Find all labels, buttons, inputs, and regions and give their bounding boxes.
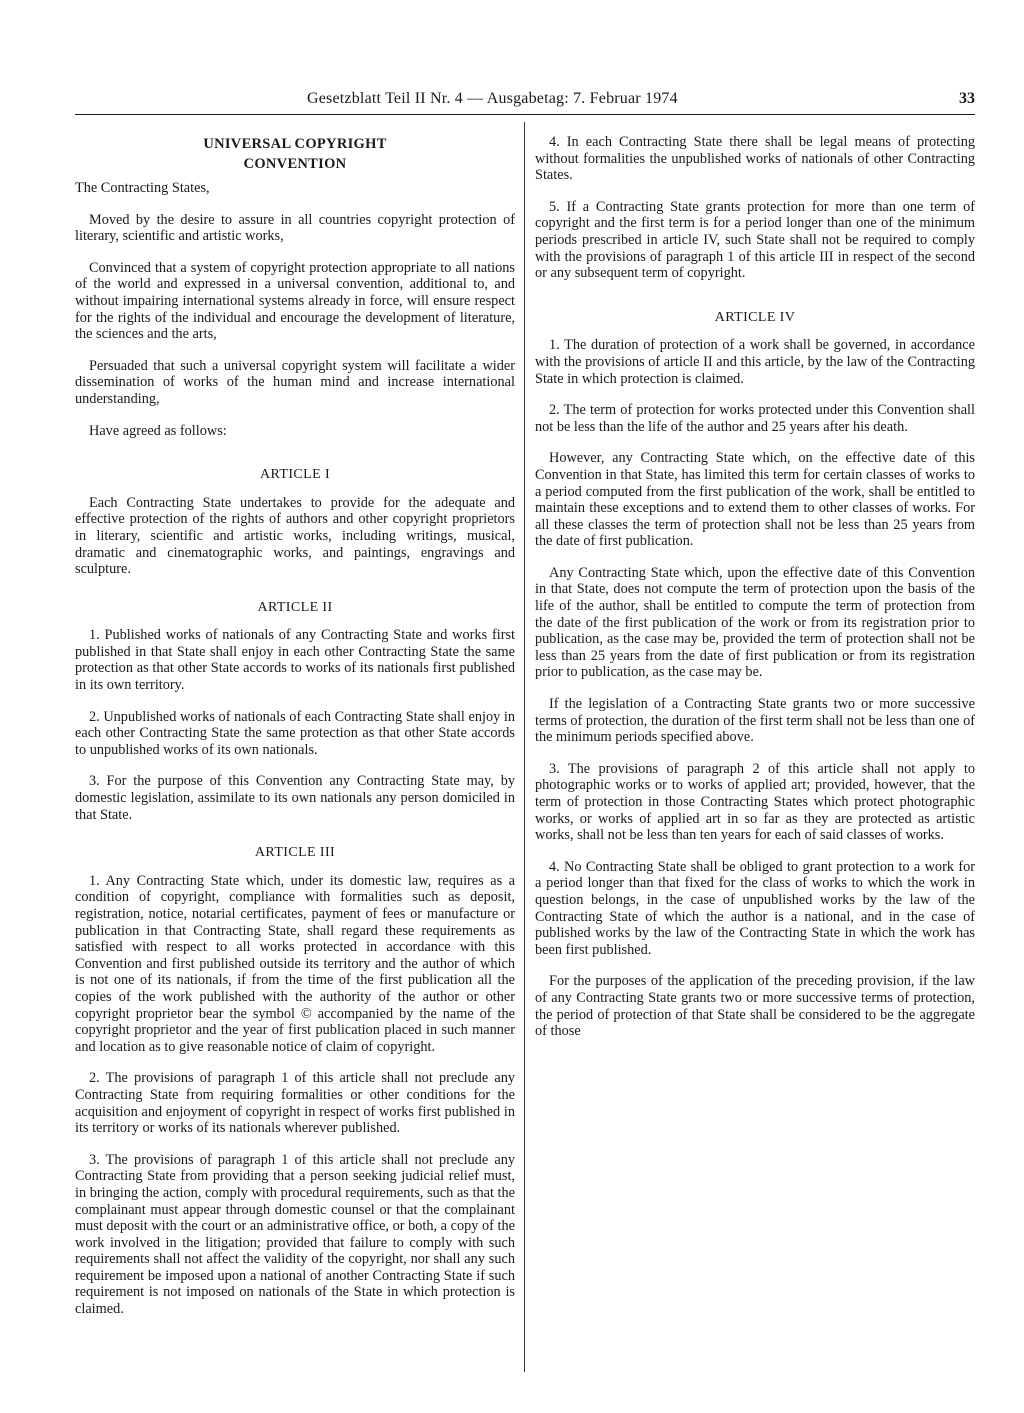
article-4-paragraph: 4. No Contracting State shall be obliged to grant protection to a work for a period longer than that fixed for the class of works to which the work in question belongs, in the case of unpublished works by the law of the Contracting State of which the author is a national, and in the case of published works by the law of the Contracting State in which the work has been first published.: [535, 858, 975, 958]
document-title-line-1: UNIVERSAL COPYRIGHT: [203, 136, 387, 152]
article-3-paragraph: 1. Any Contracting State which, under its domestic law, requires as a condition of copyright, compliance with formalities such as deposit, registration, notice, notarial certificates, payment of fees or manufacture or publication in that Contracting State, shall regard these requirements as satisfied with respect to all works protected in accordance with this Convention and first published outside its territory and the author of which is not one of its nationals, if from the time of the first publication all the copies of the work published with the authority of the author or other copyright proprietor bear the symbol © accompanied by the name of the copyright proprietor and the year of first publication placed in such manner and location as to give reasonable notice of claim of copyright.: [75, 872, 515, 1055]
document-title: [75, 134, 515, 174]
page-number: 33: [959, 90, 975, 107]
left-column: [75, 134, 515, 1318]
article-3-paragraph: 4. In each Contracting State there shall be legal means of protecting without formalities the unpublished works of nationals of other Contracting States.: [535, 134, 975, 184]
article-4-paragraph: 3. The provisions of paragraph 2 of this article shall not apply to photographic works or to works of applied art; provided, however, that the term of protection in those Contracting States which protect photographic works, or works of applied art in so far as they are protected as artistic works, shall not be less than ten years for each of said classes of works.: [535, 760, 975, 844]
preamble-paragraph: Have agreed as follows:: [89, 422, 227, 439]
article-3-heading: ARTICLE III: [254, 845, 336, 861]
preamble-paragraph: The Contracting States,: [75, 180, 210, 196]
article-4-paragraph: However, any Contracting State which, on the effective date of this Convention in that State, has limited this term for certain classes of works to a period computed from the first publication of the work, shall be entitled to maintain these exceptions and to extend them to other classes of works. For all these classes the term of protection shall not be less than 25 years from the date of first publication.: [535, 450, 975, 550]
article-2-paragraph: 3. For the purpose of this Convention any Contracting State may, by domestic legislation, assimilate to its own nationals any person domiciled in that State.: [75, 773, 515, 823]
article-2-paragraph: 1. Published works of nationals of any Contracting State and works first published in that State shall enjoy in each other Contracting State the same protection as that other State accords to works of its nationals first published in its own territory.: [75, 627, 515, 694]
column-divider: [524, 122, 525, 1372]
article-2-heading: ARTICLE II: [257, 599, 333, 615]
preamble-paragraph: Persuaded that such a universal copyright system will facilitate a wider dissemination of works of the human mind and increase international understanding,: [75, 357, 515, 407]
right-column: [535, 134, 975, 1040]
article-1-heading: ARTICLE I: [259, 467, 331, 483]
article-4-paragraph: 1. The duration of protection of a work shall be governed, in accordance with the provisions of article II and this article, by the law of the Contracting State in which protection is claimed.: [535, 337, 975, 387]
article-4-paragraph: Any Contracting State which, upon the effective date of this Convention in that State, does not compute the term of protection upon the basis of the life of the author, shall be entitled to compute the term of protection from the date of the first publication of the work or from its registration prior to publication, as the case may be, provided the term of protection shall not be less than 25 years from the date of first publication or from its registration prior to publication, as the case may be.: [535, 564, 975, 681]
article-4-paragraph: 2. The term of protection for works protected under this Convention shall not be less than the life of the author and 25 years after his death.: [535, 402, 975, 435]
article-2-paragraph: 2. Unpublished works of nationals of each Contracting State shall enjoy in each other Contracting State the same protection as that other State accords to unpublished works of its own nationals.: [75, 708, 515, 758]
article-4-heading: ARTICLE IV: [714, 309, 796, 325]
article-3-paragraph: 5. If a Contracting State grants protection for more than one term of copyright and the first term is for a period longer than one of the minimum periods prescribed in article IV, such State shall not be required to comply with the provisions of paragraph 1 of this article III in respect of the second or any subsequent term of copyright.: [535, 198, 975, 282]
preamble-paragraph: Convinced that a system of copyright protection appropriate to all nations of the world and expressed in a universal convention, additional to, and without impairing international systems already in force, will ensure respect for the rights of the individual and encourage the development of literature, the sciences and the arts,: [75, 259, 515, 343]
document-title-line-2: CONVENTION: [243, 156, 347, 172]
article-1-paragraph: Each Contracting State undertakes to provide for the adequate and effective protection of the rights of authors and other copyright proprietors in literary, scientific and artistic works, including writings, musical, dramatic and cinematographic works, and paintings, engravings and sculpture.: [75, 494, 515, 578]
article-4-paragraph: For the purposes of the application of the preceding provision, if the law of any Contracting State grants two or more successive terms of protection, the period of protection of that State shall be considered to be the aggregate of those: [535, 973, 975, 1040]
article-3-paragraph: 3. The provisions of paragraph 1 of this article shall not preclude any Contracting State from providing that a person seeking judicial relief must, in bringing the action, comply with procedural requirements, such as that the complainant must appear through domestic counsel or that the complainant must deposit with the court or an administrative office, or both, a copy of the work involved in the litigation; provided that failure to comply with such requirements shall not affect the validity of the copyright, nor shall any such requirement be imposed upon a national of another Contracting State if such requirement is not imposed on nationals of the State in which protection is claimed.: [75, 1151, 515, 1318]
article-4-paragraph: If the legislation of a Contracting State grants two or more successive terms of protection, the duration of the first term shall not be less than one of the minimum periods specified above.: [535, 696, 975, 746]
gazette-header-title: Gesetzblatt Teil II Nr. 4 — Ausgabetag: 7. Februar 1974: [307, 90, 678, 107]
preamble-paragraph: Moved by the desire to assure in all countries copyright protection of literary, scientific and artistic works,: [75, 211, 515, 245]
page-header: [75, 90, 975, 115]
article-3-paragraph: 2. The provisions of paragraph 1 of this article shall not preclude any Contracting State from requiring formalities or other conditions for the acquisition and enjoyment of copyright in respect of works first published in its territory or works of its nationals wherever published.: [75, 1070, 515, 1137]
